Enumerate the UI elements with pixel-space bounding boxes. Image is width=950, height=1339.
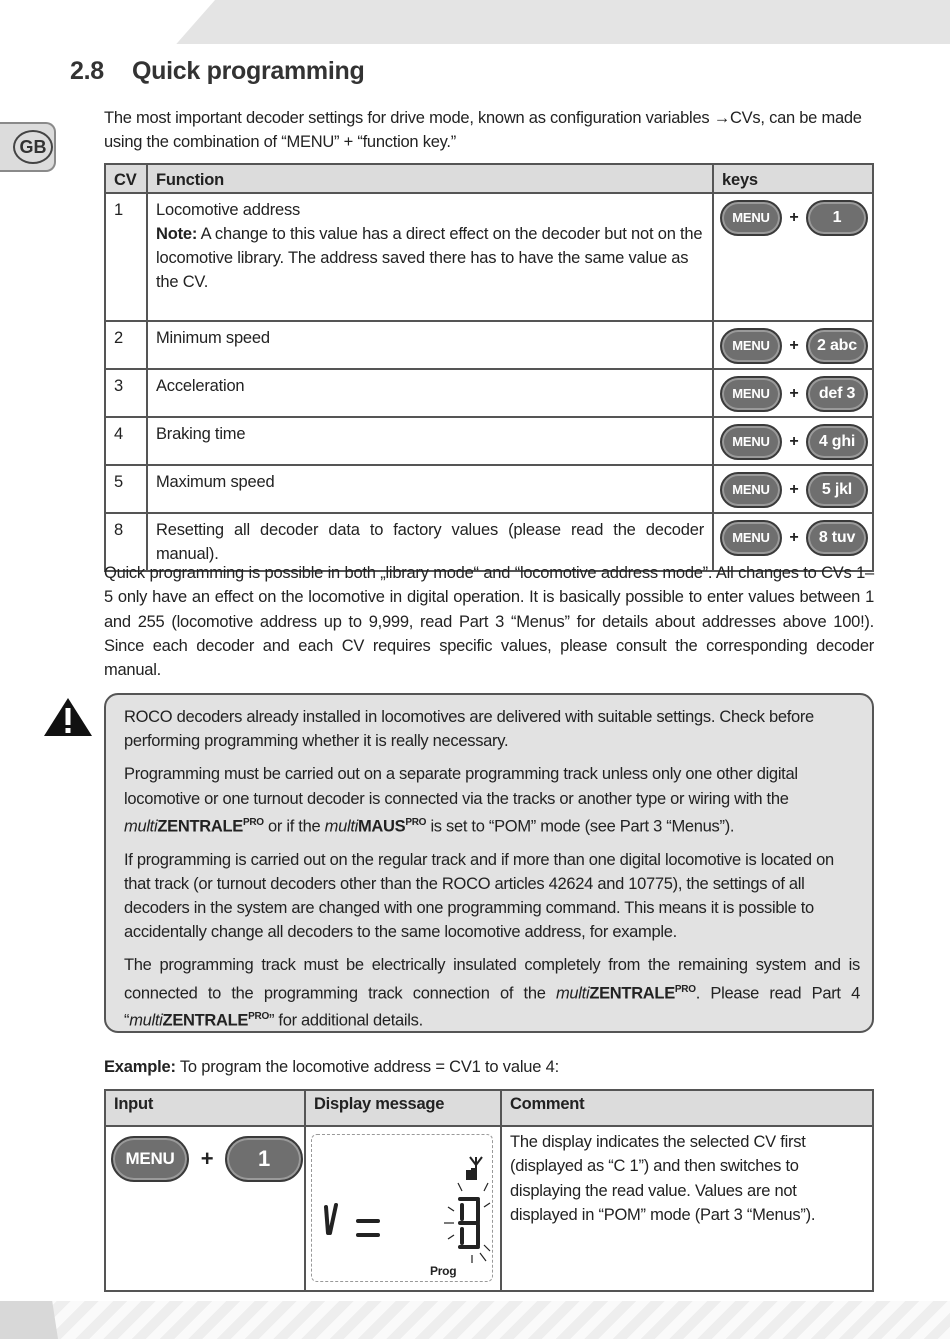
brand-name: ZENTRALE: [589, 984, 675, 1003]
example-label: Example:: [104, 1058, 176, 1076]
cv-function: [147, 193, 713, 321]
cv-function: Braking time: [147, 417, 713, 465]
section-number: 2.8: [70, 57, 104, 85]
number-key-icon: 1: [225, 1136, 303, 1182]
header-comment: Comment: [501, 1090, 873, 1126]
function-title: Locomotive address: [156, 201, 301, 219]
cv-keys: [713, 465, 873, 513]
section-heading: [70, 57, 364, 86]
brand-name: ZENTRALE: [157, 817, 243, 836]
warning-icon: [43, 697, 93, 737]
menu-key-icon: MENU: [720, 520, 782, 556]
cv-number: 4: [105, 417, 147, 465]
menu-key-icon: MENU: [720, 328, 782, 364]
example-line: [104, 1058, 559, 1077]
cv-keys: [713, 321, 873, 369]
menu-key-icon: MENU: [111, 1136, 189, 1182]
header-keys: keys: [713, 164, 873, 193]
menu-key-icon: MENU: [720, 424, 782, 460]
lcd-prog-label: Prog: [430, 1264, 457, 1278]
lcd-segments-icon: [312, 1135, 492, 1281]
quick-programming-paragraph: Quick programming is possible in both „library mode“ and “locomotive address mode”. All changes to CVs 1–5 only have an effect on the locomotive in digital operation. It is basically possible to enter values between 1 and 255 (locomotive address up to 9,999, read Part 3 “Menus” for details about addresses above 100!). Since each decoder and each CV requires specific values, please consult the corresponding decoder manual.: [104, 564, 874, 680]
plus-sign: +: [789, 481, 799, 498]
example-input: [105, 1126, 305, 1291]
brand-name: MAUS: [357, 817, 406, 836]
cv-function: Acceleration: [147, 369, 713, 417]
example-table: [104, 1089, 874, 1292]
plus-sign: +: [789, 337, 799, 354]
note-text: A change to this value has a direct effect on the decoder but not on the locomotive library. The address saved there has to have the same value as the CV.: [156, 225, 703, 291]
warning-text: is set to “POM” mode (see Part 3 “Menus”).: [426, 817, 735, 836]
number-key-icon: 8 tuv: [806, 520, 868, 556]
note-label: Note:: [156, 225, 198, 243]
cv-keys: [713, 417, 873, 465]
number-key-icon: 2 abc: [806, 328, 868, 364]
menu-key-icon: MENU: [720, 376, 782, 412]
plus-sign: +: [789, 209, 799, 226]
plus-sign: +: [789, 433, 799, 450]
cv-keys: [713, 369, 873, 417]
example-display: [305, 1126, 501, 1291]
brand-prefix: multi: [124, 817, 158, 836]
cv-number: 3: [105, 369, 147, 417]
menu-key-icon: MENU: [720, 472, 782, 508]
number-key-icon: def 3: [806, 376, 868, 412]
brand-prefix: multi: [324, 817, 358, 836]
table-row: [105, 369, 873, 417]
cv-number: 8: [105, 513, 147, 571]
section-title: Quick programming: [132, 57, 365, 85]
warning-paragraph: ROCO decoders already installed in locomotives are delivered with suitable settings. Check before performing programming whether it is really necessary.: [124, 708, 814, 751]
warning-text: ” for additional details.: [268, 1011, 423, 1030]
table-row: [105, 417, 873, 465]
example-text: To program the locomotive address = CV1 to value 4:: [175, 1058, 559, 1076]
warning-paragraph: [124, 953, 860, 1033]
cv-number: 1: [105, 193, 147, 321]
intro-paragraph: The most important decoder settings for drive mode, known as configuration variables →CVs, can be made using the combination of “MENU” + “function key.”: [104, 109, 862, 152]
table-row: [105, 465, 873, 513]
cv-function: Minimum speed: [147, 321, 713, 369]
example-comment: The display indicates the selected CV first (displayed as “C 1”) and then switches to displaying the read value. Values are not displayed in “POM” mode (Part 3 “Menus”).: [501, 1126, 873, 1291]
table-row: [105, 1126, 873, 1291]
header-display: Display message: [305, 1090, 501, 1126]
number-key-icon: 1: [806, 200, 868, 236]
plus-sign: +: [789, 385, 799, 402]
brand-prefix: multi: [555, 984, 590, 1003]
lcd-display: [311, 1134, 493, 1282]
cv-function: Maximum speed: [147, 465, 713, 513]
number-key-icon: 5 jkl: [806, 472, 868, 508]
cv-keys: [713, 193, 873, 321]
number-key-icon: 4 ghi: [806, 424, 868, 460]
warning-text: Programming must be carried out on a separate programming track unless only one other digital locomotive or one turnout decoder is connected via the tracks or another type or wiring with the: [124, 765, 798, 808]
header-input: Input: [105, 1090, 305, 1126]
menu-key-icon: MENU: [720, 200, 782, 236]
table-row: [105, 193, 873, 321]
warning-text: The programming track must be electrically insulated completely from the remaining system and is connected to the programming track connection of the: [124, 956, 860, 1003]
page-number-tab: [0, 1301, 58, 1339]
warning-text: . Please read Part 4 “: [124, 984, 860, 1030]
brand-prefix: multi: [129, 1011, 163, 1030]
brand-suffix: PRO: [405, 816, 427, 828]
warning-box: [104, 693, 874, 1033]
header-cv: CV: [105, 164, 147, 193]
plus-sign: +: [789, 529, 799, 546]
header-function: Function: [147, 164, 713, 193]
plus-sign: +: [200, 1146, 214, 1171]
language-badge: GB: [13, 130, 53, 164]
table-row: [105, 321, 873, 369]
bottom-band: [0, 1301, 950, 1339]
example-table-header: [105, 1090, 873, 1126]
cv-number: 5: [105, 465, 147, 513]
cv-table-header: [105, 164, 873, 193]
brand-suffix: PRO: [674, 983, 696, 995]
brand-suffix: PRO: [248, 1011, 269, 1023]
brand-suffix: PRO: [242, 816, 264, 828]
warning-paragraph: [124, 762, 860, 838]
warning-text: or if the: [263, 817, 325, 836]
warning-paragraph: If programming is carried out on the regular track and if more than one digital locomotive is located on that track (or turnout decoders other than the ROCO articles 42624 and 10775), the settings of all decoders in the system are changed with one programming command. This means it is possible to accidentally change all decoders to the same locomotive address, for example.: [124, 850, 834, 942]
cv-function: Resetting all decoder data to factory values (please read the decoder manual).: [147, 513, 713, 571]
cv-number: 2: [105, 321, 147, 369]
cv-table: [104, 163, 874, 572]
brand-name: ZENTRALE: [162, 1011, 249, 1030]
